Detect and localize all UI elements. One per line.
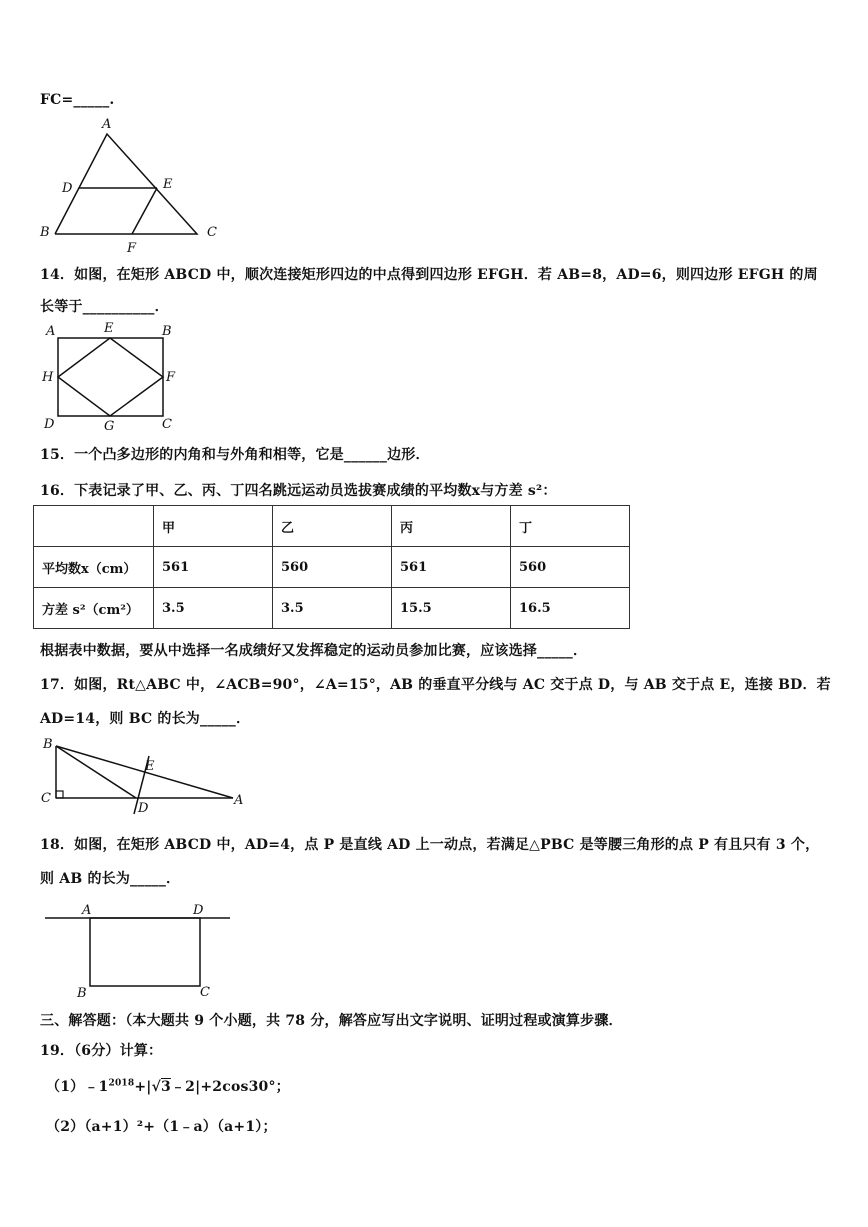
q19-part1-radicand: 3 xyxy=(160,1079,171,1095)
table-cell: 15.5 xyxy=(392,588,511,629)
table-header-cell: 丁 xyxy=(511,506,630,547)
table-header-row xyxy=(34,506,630,547)
label-A: A xyxy=(234,793,244,808)
label-G: G xyxy=(104,419,115,433)
q15-text: 15．一个凸多边形的内角和与外角和相等，它是______边形． xyxy=(40,447,430,463)
q17-text-line1: 17．如图，Rt△ABC 中，∠ACB=90°，∠A=15°，AB 的垂直平分线与 AC 交于点 D，与 AB 交于点 E，连接 BD．若 xyxy=(40,677,831,693)
table-cell: 16.5 xyxy=(511,588,630,629)
table-header-cell: 丙 xyxy=(392,506,511,547)
label-H: H xyxy=(42,370,54,385)
table-cell: 561 xyxy=(392,547,511,588)
label-A: A xyxy=(82,903,92,918)
q13-answer-line: FC=_____. xyxy=(40,92,115,108)
q19-part2: （2）（a+1）²+（1﹣a）（a+1）； xyxy=(46,1119,277,1135)
label-F: F xyxy=(127,241,137,256)
label-D: D xyxy=(193,903,204,918)
label-F: F xyxy=(166,370,176,385)
q13-triangle-figure xyxy=(35,112,225,257)
label-E: E xyxy=(163,177,173,192)
q17-triangle-figure xyxy=(38,734,248,818)
q14-rectangle-figure xyxy=(38,318,188,433)
label-D: D xyxy=(44,417,55,432)
label-A: A xyxy=(46,324,56,339)
q18-rectangle-figure xyxy=(40,898,240,1002)
label-C: C xyxy=(41,791,51,806)
q17-text-line2: AD=14，则 BC 的长为_____． xyxy=(40,711,251,727)
q19-part1-tail: ﹣2|+2cos30°； xyxy=(170,1079,290,1095)
q19-head: 19．（6分）计算： xyxy=(40,1043,163,1059)
row-label-variance: 方差 s²（cm²） xyxy=(34,588,154,629)
label-B: B xyxy=(77,986,87,1001)
section-heading: 三、解答题：（本大题共 9 个小题，共 78 分，解答应写出文字说明、证明过程或演算步骤． xyxy=(40,1013,623,1029)
label-B: B xyxy=(43,737,53,752)
q14-text-line2: 长等于__________． xyxy=(40,299,169,315)
table-row xyxy=(34,547,630,588)
table-header-cell: 甲 xyxy=(154,506,273,547)
label-C: C xyxy=(207,225,217,240)
table-header-cell xyxy=(34,506,154,547)
q18-text-line2: 则 AB 的长为_____． xyxy=(40,871,181,887)
q19-part1-mid: +| xyxy=(134,1079,152,1095)
label-E: E xyxy=(104,321,114,336)
label-E: E xyxy=(145,759,155,774)
label-C: C xyxy=(162,417,172,432)
label-C: C xyxy=(200,985,210,1000)
table-cell: 560 xyxy=(273,547,392,588)
row-label-mean: 平均数x（cm） xyxy=(34,547,154,588)
label-B: B xyxy=(40,225,50,240)
q19-part1-exponent: 2018 xyxy=(108,1078,135,1089)
table-cell: 561 xyxy=(154,547,273,588)
q19-part1-prefix: （1）﹣1 xyxy=(46,1079,109,1095)
label-B: B xyxy=(162,324,172,339)
label-D: D xyxy=(62,181,73,196)
q16-question: 根据表中数据，要从中选择一名成绩好又发挥稳定的运动员参加比赛，应该选择_____． xyxy=(40,643,588,659)
score-table xyxy=(33,505,630,629)
q18-text-line1: 18．如图，在矩形 ABCD 中，AD=4，点 P 是直线 AD 上一动点，若满足△PBC 是等腰三角形的点 P 有且只有 3 个， xyxy=(40,837,820,853)
q14-text-line1: 14．如图，在矩形 ABCD 中，顺次连接矩形四边的中点得到四边形 EFGH．若 AB=8，AD=6，则四边形 EFGH 的周 xyxy=(40,267,818,283)
table-row xyxy=(34,588,630,629)
q19-part1: $(1)﹣1^{2018}+|√3﹣2|+2\cos 30^\circ$； xyxy=(46,1078,290,1095)
table-cell: 3.5 xyxy=(154,588,273,629)
table-cell: 560 xyxy=(511,547,630,588)
table-header-cell: 乙 xyxy=(273,506,392,547)
table-cell: 3.5 xyxy=(273,588,392,629)
label-D: D xyxy=(138,801,149,816)
label-A: A xyxy=(102,117,112,132)
q16-intro: 16．下表记录了甲、乙、丙、丁四名跳远运动员选拔赛成绩的平均数x与方差 s²： xyxy=(40,483,557,499)
